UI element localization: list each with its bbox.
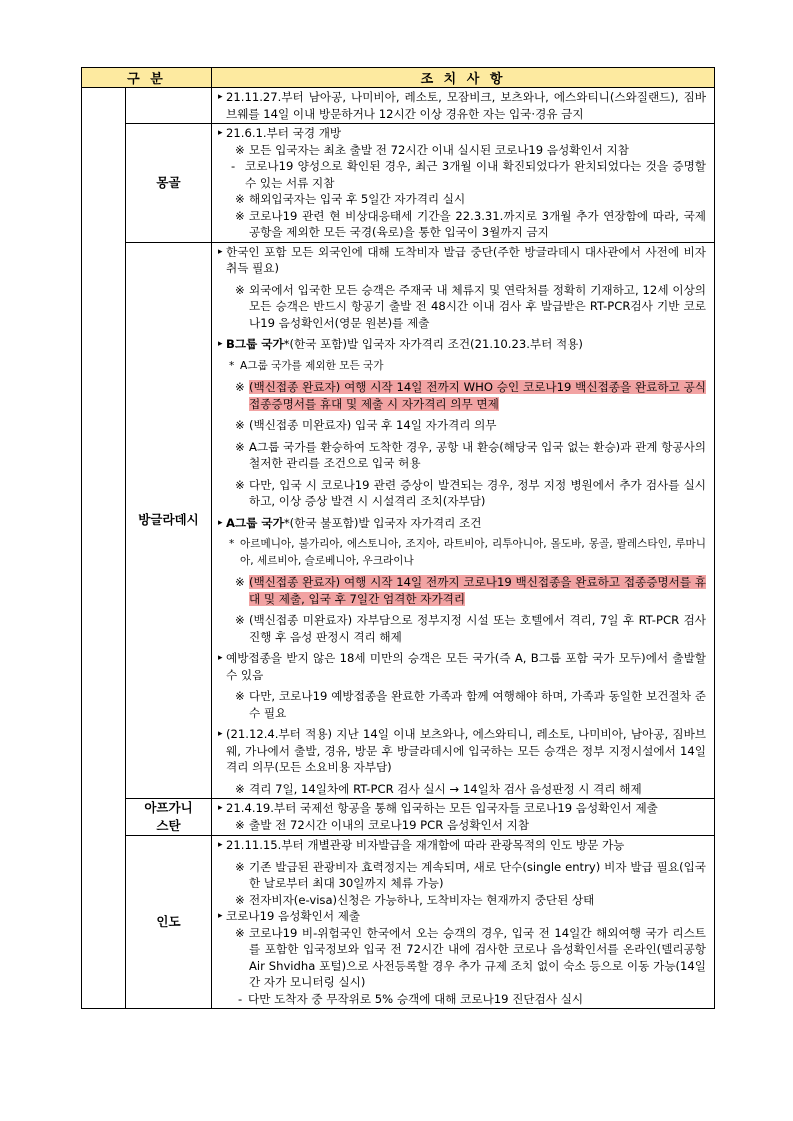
region-cell (82, 88, 126, 1009)
note-item: ※ 기존 발급된 관광비자 효력정지는 계속되며, 새로 단수(single entry) 비자 발급 필요(입국한 날로부터 최대 30일까지 체류 가능) (218, 859, 706, 892)
table-row (82, 242, 715, 799)
highlighted-text: (백신접종 완료자) 여행 시작 14일 전까지 WHO 승인 코로나19 백신접종을 완료하고 공식 접종증명서를 휴대 및 제출 시 자가격리 의무 면제 (249, 380, 706, 411)
list-item: ▸ 예방접종을 받지 않은 18세 미만의 승객은 모든 국가(즉 A, B그룹 포함 국가 모두)에서 출발할 수 있음 (218, 650, 706, 683)
country-bangladesh: 방글라데시 (126, 242, 212, 799)
footnote-item: * A그룹 국가를 제외한 모든 국가 (218, 358, 706, 375)
measures-table (81, 67, 715, 1009)
note-item (218, 379, 706, 412)
note-item: ※ A그룹 국가를 환승하여 도착한 경우, 공항 내 환승(해당국 입국 없는 환승)과 관계 항공사의 철저한 관리를 조건으로 입국 허용 (218, 439, 706, 472)
group-b-label: B그룹 국가 (226, 337, 284, 351)
header-measures: 조 치 사 항 (212, 68, 715, 88)
list-item: ▸ 21.4.19.부터 국제선 항공을 통해 입국하는 모든 입국자들 코로나19 음성확인서 제출 (218, 800, 706, 817)
list-item: ▸ 한국인 포함 모든 외국인에 대해 도착비자 발급 중단(주한 방글라데시 대사관에서 사전에 비자 취득 필요) (218, 244, 706, 277)
sub-item: - 코로나19 양성으로 확인된 경우, 최근 3개월 이내 확진되었다가 완치되었다는 것을 증명할 수 있는 서류 지참 (218, 158, 706, 191)
document-page (81, 67, 714, 1009)
list-item: ▸ 코로나19 음성확인서 제출 (218, 908, 706, 925)
list-item: ▸ 21.11.15.부터 개별관광 비자발급을 재개함에 따라 관광목적의 인도 방문 가능 (218, 837, 706, 854)
country-mongolia: 몽골 (126, 124, 212, 243)
footnote-item: * 아르메니아, 불가리아, 에스토니아, 조지아, 라트비아, 리투아니아, 몰도바, 몽골, 팔레스타인, 루마니아, 세르비아, 슬로베니아, 우크라이나 (218, 536, 706, 569)
note-item: ※ (백신접종 미완료자) 자부담으로 정부지정 시설 또는 호텔에서 격리, 7일 후 RT-PCR 검사 진행 후 음성 판정시 격리 해제 (218, 612, 706, 645)
note-item: ※ 격리 7일, 14일차에 RT-PCR 검사 실시 → 14일차 검사 음성판정 시 격리 해제 (218, 781, 706, 798)
note-item: ※ 코로나19 비-위험국인 한국에서 오는 승객의 경우, 입국 전 14일간 해외여행 국가 리스트를 포함한 입국정보와 입국 전 72시간 내에 검사한 코로나 음성확인서를 온라인(델리공항 Air Shvidha 포털)으로 사전등록할 경우 추가 규제 조치 없이 숙소 등으로 이동 가능(14일간 자가 모니터링 실시) (218, 925, 706, 991)
note-item: ※ 외국에서 입국한 모든 승객은 주재국 내 체류지 및 연락처를 정확히 기재하고, 12세 이상의 모든 승객은 반드시 항공기 출발 전 48시간 이내 검사 후 발급받은 RT-PCR검사 기반 코로나19 음성확인서(영문 원본)를 제출 (218, 282, 706, 332)
measures-cell (212, 799, 715, 836)
note-item: ※ 출발 전 72시간 이내의 코로나19 PCR 음성확인서 지참 (218, 817, 706, 834)
note-item: ※ 코로나19 관련 현 비상대응태세 기간을 22.3.31.까지로 3개월 추가 연장함에 따라, 국제공항을 제외한 모든 국경(육로)을 통한 입국이 3월까지 금지 (218, 208, 706, 241)
list-item: ▸ 21.6.1.부터 국경 개방 (218, 125, 706, 142)
country-india: 인도 (126, 836, 212, 1009)
list-item: ▸ (21.12.4.부터 적용) 지난 14일 이내 보츠와나, 에스와티니, 레소토, 나미비아, 남아공, 짐바브웨, 가나에서 출발, 경유, 방문 후 방글라데시에 입국하는 모든 승객은 정부 지정시설에서 14일 격리 의무(모든 소요비용 자부담) (218, 726, 706, 776)
note-item: ※ 모든 입국자는 최초 출발 전 72시간 이내 실시된 코로나19 음성확인서 지참 (218, 142, 706, 159)
list-item: ▸ A그룹 국가*(한국 불포함)발 입국자 자가격리 조건 (218, 515, 706, 532)
measures-cell (212, 836, 715, 1009)
note-item: ※ 전자비자(e-visa)신청은 가능하나, 도착비자는 현재까지 중단된 상태 (218, 892, 706, 909)
measures-cell (212, 242, 715, 799)
list-item: ▸ B그룹 국가*(한국 포함)발 입국자 자가격리 조건(21.10.23.부터 적용) (218, 336, 706, 353)
country-cell-blank (126, 88, 212, 124)
group-a-label: A그룹 국가 (226, 515, 284, 530)
sub-item: - 다만 도착자 중 무작위로 5% 승객에 대해 코로나19 진단검사 실시 (218, 991, 706, 1008)
note-item: ※ 다만, 코로나19 예방접종을 완료한 가족과 함께 여행해야 하며, 가족과 동일한 보건절차 준수 필요 (218, 688, 706, 721)
list-item: ▸ 21.11.27.부터 남아공, 나미비아, 레소토, 모잠비크, 보츠와나, 에스와티니(스와질랜드), 짐바브웨를 14일 이내 방문하거나 12시간 이상 경유한 자는 입국·경유 금지 (218, 89, 706, 122)
note-item: ※ 해외입국자는 입국 후 5일간 자가격리 실시 (218, 191, 706, 208)
note-item (218, 574, 706, 607)
country-afghanistan: 아프가니 스탄 (126, 799, 212, 836)
highlighted-text: (백신접종 완료자) 여행 시작 14일 전까지 코로나19 백신접종을 완료하고 접종증명서를 휴대 및 제출, 입국 후 7일간 엄격한 자가격리 (249, 575, 706, 606)
table-row (82, 836, 715, 1009)
note-item: ※ 다만, 입국 시 코로나19 관련 증상이 발견되는 경우, 정부 지정 병원에서 추가 검사를 실시하고, 이상 증상 발견 시 시설격리 조치(자부담) (218, 477, 706, 510)
header-category: 구 분 (82, 68, 212, 88)
measures-cell (212, 88, 715, 124)
table-header-row (82, 68, 715, 88)
table-row (82, 88, 715, 124)
table-row (82, 799, 715, 836)
note-item: ※ (백신접종 미완료자) 입국 후 14일 자가격리 의무 (218, 417, 706, 434)
measures-cell (212, 124, 715, 243)
table-row (82, 124, 715, 243)
